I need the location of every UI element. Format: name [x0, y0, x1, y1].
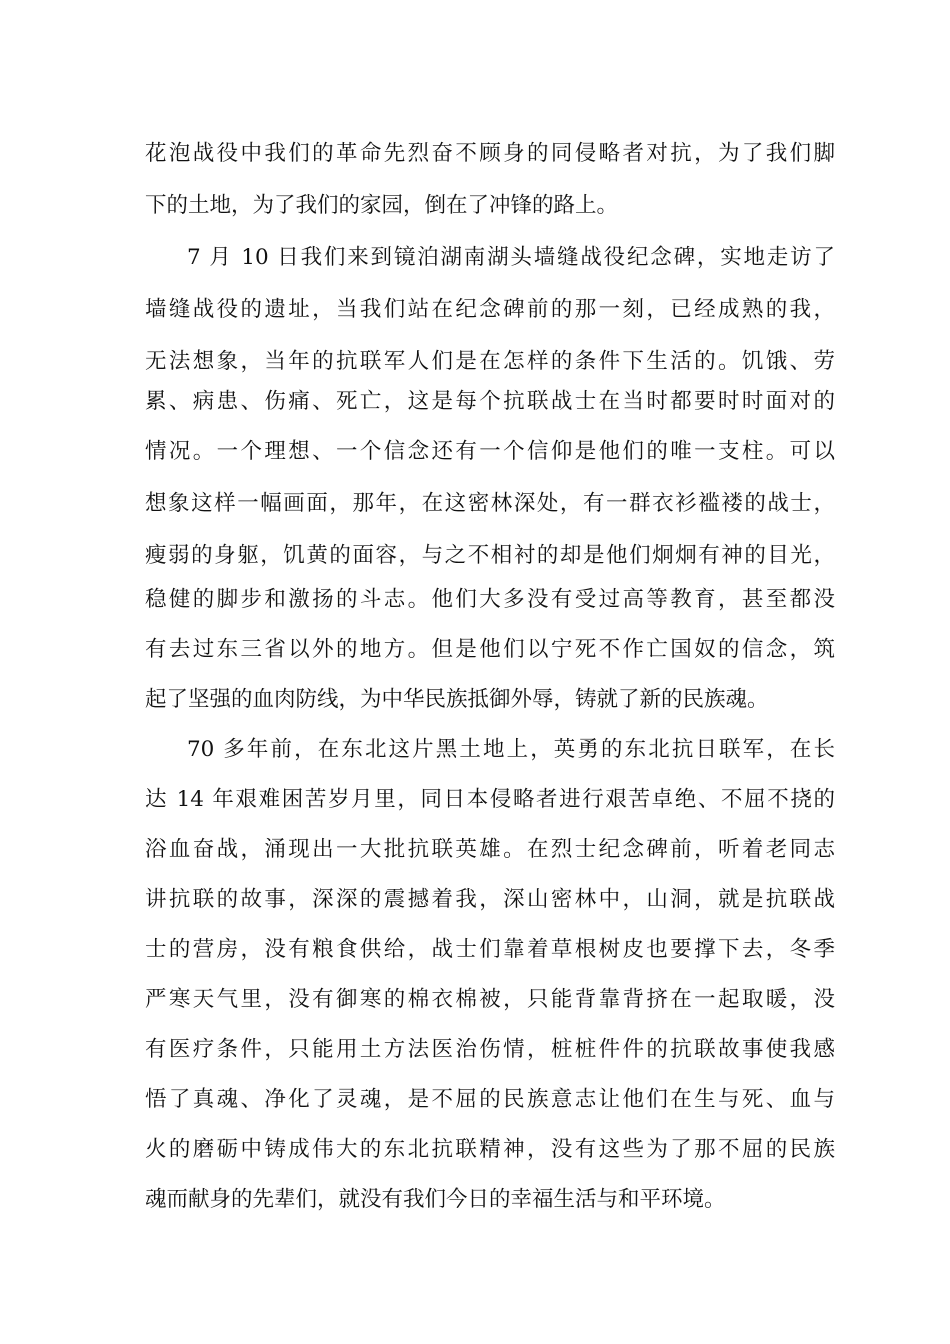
text-line: 下的土地，为了我们的家园，倒在了冲锋的路上。 [145, 193, 619, 218]
text-line: 有医疗条件，只能用土方法医治伤情，桩桩件件的抗联故事使我感 [145, 1037, 835, 1062]
text-line: 墙缝战役的遗址，当我们站在纪念碑前的那一刻，已经成熟的我， [145, 297, 835, 322]
text-line: 悟了真魂、净化了灵魂，是不屈的民族意志让他们在生与死、血与 [145, 1087, 835, 1112]
text-line: 魂而献身的先辈们，就没有我们今日的幸福生活与和平环境。 [145, 1187, 726, 1212]
text-line: 火的磨砺中铸成伟大的东北抗联精神，没有这些为了那不屈的民族 [145, 1137, 835, 1162]
text-line: 想象这样一幅画面，那年，在这密林深处，有一群衣衫褴褛的战士， [145, 491, 835, 516]
paragraph-first-line: 7 月 10 日我们来到镜泊湖南湖头墙缝战役纪念碑，实地走访了 [187, 245, 835, 270]
paragraph-first-line: 70 多年前，在东北这片黑土地上，英勇的东北抗日联军，在长 [187, 737, 835, 762]
text-line: 累、病患、伤痛、死亡，这是每个抗联战士在当时都要时时面对的 [145, 389, 835, 414]
text-line: 无法想象，当年的抗联军人们是在怎样的条件下生活的。饥饿、劳 [145, 349, 835, 374]
text-line: 浴血奋战，涌现出一大批抗联英雄。在烈士纪念碑前，听着老同志 [145, 837, 835, 862]
text-line: 士的营房，没有粮食供给，战士们靠着草根树皮也要撑下去，冬季 [145, 937, 835, 962]
text-line: 达 14 年艰难困苦岁月里，同日本侵略者进行艰苦卓绝、不屈不挠的 [145, 787, 835, 812]
text-line: 情况。一个理想、一个信念还有一个信仰是他们的唯一支柱。可以 [145, 439, 835, 464]
text-line: 稳健的脚步和激扬的斗志。他们大多没有受过高等教育，甚至都没 [145, 587, 835, 612]
text-line: 花泡战役中我们的革命先烈奋不顾身的同侵略者对抗，为了我们脚 [145, 141, 835, 166]
text-line: 起了坚强的血肉防线，为中华民族抵御外辱，铸就了新的民族魂。 [145, 687, 769, 712]
text-line: 严寒天气里，没有御寒的棉衣棉被，只能背靠背挤在一起取暖，没 [145, 987, 835, 1012]
text-line: 瘦弱的身躯，饥黄的面容，与之不相衬的却是他们炯炯有神的目光， [145, 543, 835, 568]
text-line: 有去过东三省以外的地方。但是他们以宁死不作亡国奴的信念，筑 [145, 637, 835, 662]
text-line: 讲抗联的故事，深深的震撼着我，深山密林中，山洞，就是抗联战 [145, 887, 835, 912]
